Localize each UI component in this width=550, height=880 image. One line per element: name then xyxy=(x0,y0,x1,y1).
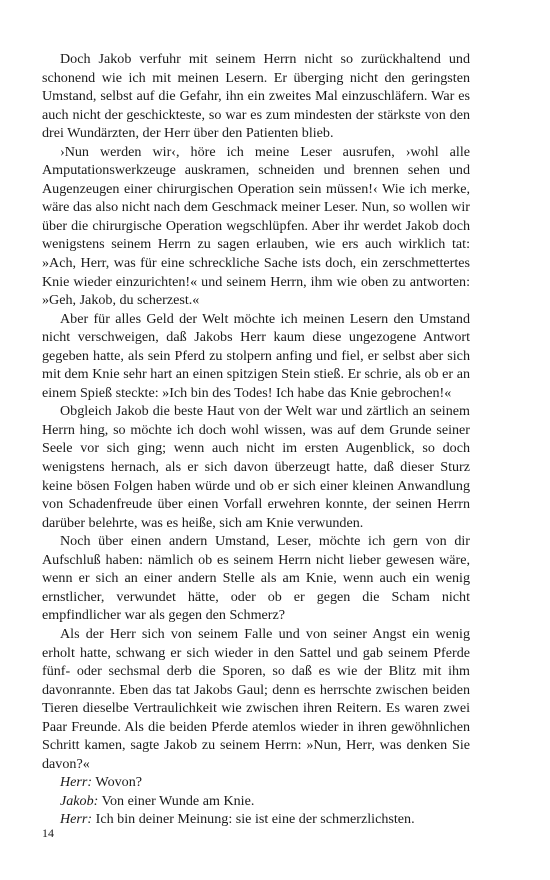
dialogue-line xyxy=(42,792,470,811)
paragraph: Als der Herr sich von seinem Falle und von seiner Angst ein wenig erholt hatte, schwang er sich wieder in den Sattel und gab seinem Pferde fünf- oder sechsmal derb die Sporen, so daß es wie der Blitz mit ihm davonrannte. Eben das tat Jakobs Gaul; denn es herrschte zwischen beiden Tieren dieselbe Vertraulichkeit wie zwischen ihren Reitern. Es waren zwei Paar Freunde. Als die beiden Pferde atemlos wieder in ihren gewöhnlichen Schritt kamen, sagte Jakob zu seinem Herrn: »Nun, Herr, was denken Sie davon?« xyxy=(42,625,470,772)
dialogue-text: Wovon? xyxy=(95,774,143,791)
paragraph: Doch Jakob verfuhr mit seinem Herrn nicht so zurückhaltend und schonend wie ich mit meinen Lesern. Er überging nicht den geringsten Umstand, selbst auf die Gefahr, ihn ein zweites Mal einzuschläfern. War es auch nicht der geschickteste, so war es zum mindesten der stärkste von den drei Wundärzten, der Herr über den Patienten blieb. xyxy=(42,51,470,142)
dialogue-text: Von einer Wunde am Knie. xyxy=(101,792,255,809)
dialogue-speaker: Herr: xyxy=(60,811,93,828)
paragraph: Noch über einen andern Umstand, Leser, möchte ich gern von dir Aufschluß haben: nämlich ob es seinem Herrn nicht lieber gewesen wäre, wenn er sich an einer andern Stelle als am Knie, wenn auch ein wenig ernstlicher, verwundet hätte, oder ob er gegen die Scham nicht empfindlicher war als gegen den Schmerz? xyxy=(42,533,470,624)
paragraph: Obgleich Jakob die beste Haut von der Welt war und zärtlich an seinem Herrn hing, so möchte ich doch wohl wissen, was auf dem Grunde seiner Seele vor sich ging; wenn auch nicht im ersten Augenblick, so doch wenigstens hernach, als er sich davon überzeugt hatte, daß dieser Sturz keine bösen Folgen haben würde und ob er sich einer kleinen Anwandlung von Schadenfreude über einen Vorfall erwehren konnte, der seinen Herrn darüber belehrte, was es heiße, sich am Knie verwunden. xyxy=(42,403,470,531)
page-number: 14 xyxy=(42,826,54,840)
page-text xyxy=(42,50,470,829)
dialogue-text: Ich bin deiner Meinung: sie ist eine der schmerzlichsten. xyxy=(95,811,415,828)
dialogue-speaker: Jakob: xyxy=(60,792,99,809)
dialogue-line xyxy=(42,773,470,792)
paragraph: ›Nun werden wir‹, höre ich meine Leser ausrufen, ›wohl alle Amputationswerkzeuge auskramen, schneiden und brennen sehen und Augenzeugen einer chirurgischen Operation sein müssen!‹ Wie ich merke, wäre das also nicht nach dem Geschmack meiner Leser. Nun, so wollen wir über die chirurgische Operation wegschlüpfen. Aber ihr werdet Jakob doch wenigstens seinem Herrn zu sagen erlauben, wie ers auch wirklich tat: »Ach, Herr, was für eine schreckliche Sache ists doch, ein zerschmettertes Knie wieder einzurichten!« und seinem Herrn, ihm wie oben zu antworten: »Geh, Jakob, du scherzest.« xyxy=(42,143,470,309)
paragraph: Aber für alles Geld der Welt möchte ich meinen Lesern den Umstand nicht verschweigen, daß Jakobs Herr kaum diese ungezogene Antwort gegeben hatte, als sein Pferd zu stolpern anfing und fiel, er selbst aber sich mit dem Knie sehr hart an einen spitzigen Stein stieß. Er schrie, als ob er an einem Spieß steckte: »Ich bin des Todes! Ich habe das Knie gebrochen!« xyxy=(42,310,470,401)
dialogue-speaker: Herr: xyxy=(60,774,93,791)
dialogue-line xyxy=(42,810,470,829)
